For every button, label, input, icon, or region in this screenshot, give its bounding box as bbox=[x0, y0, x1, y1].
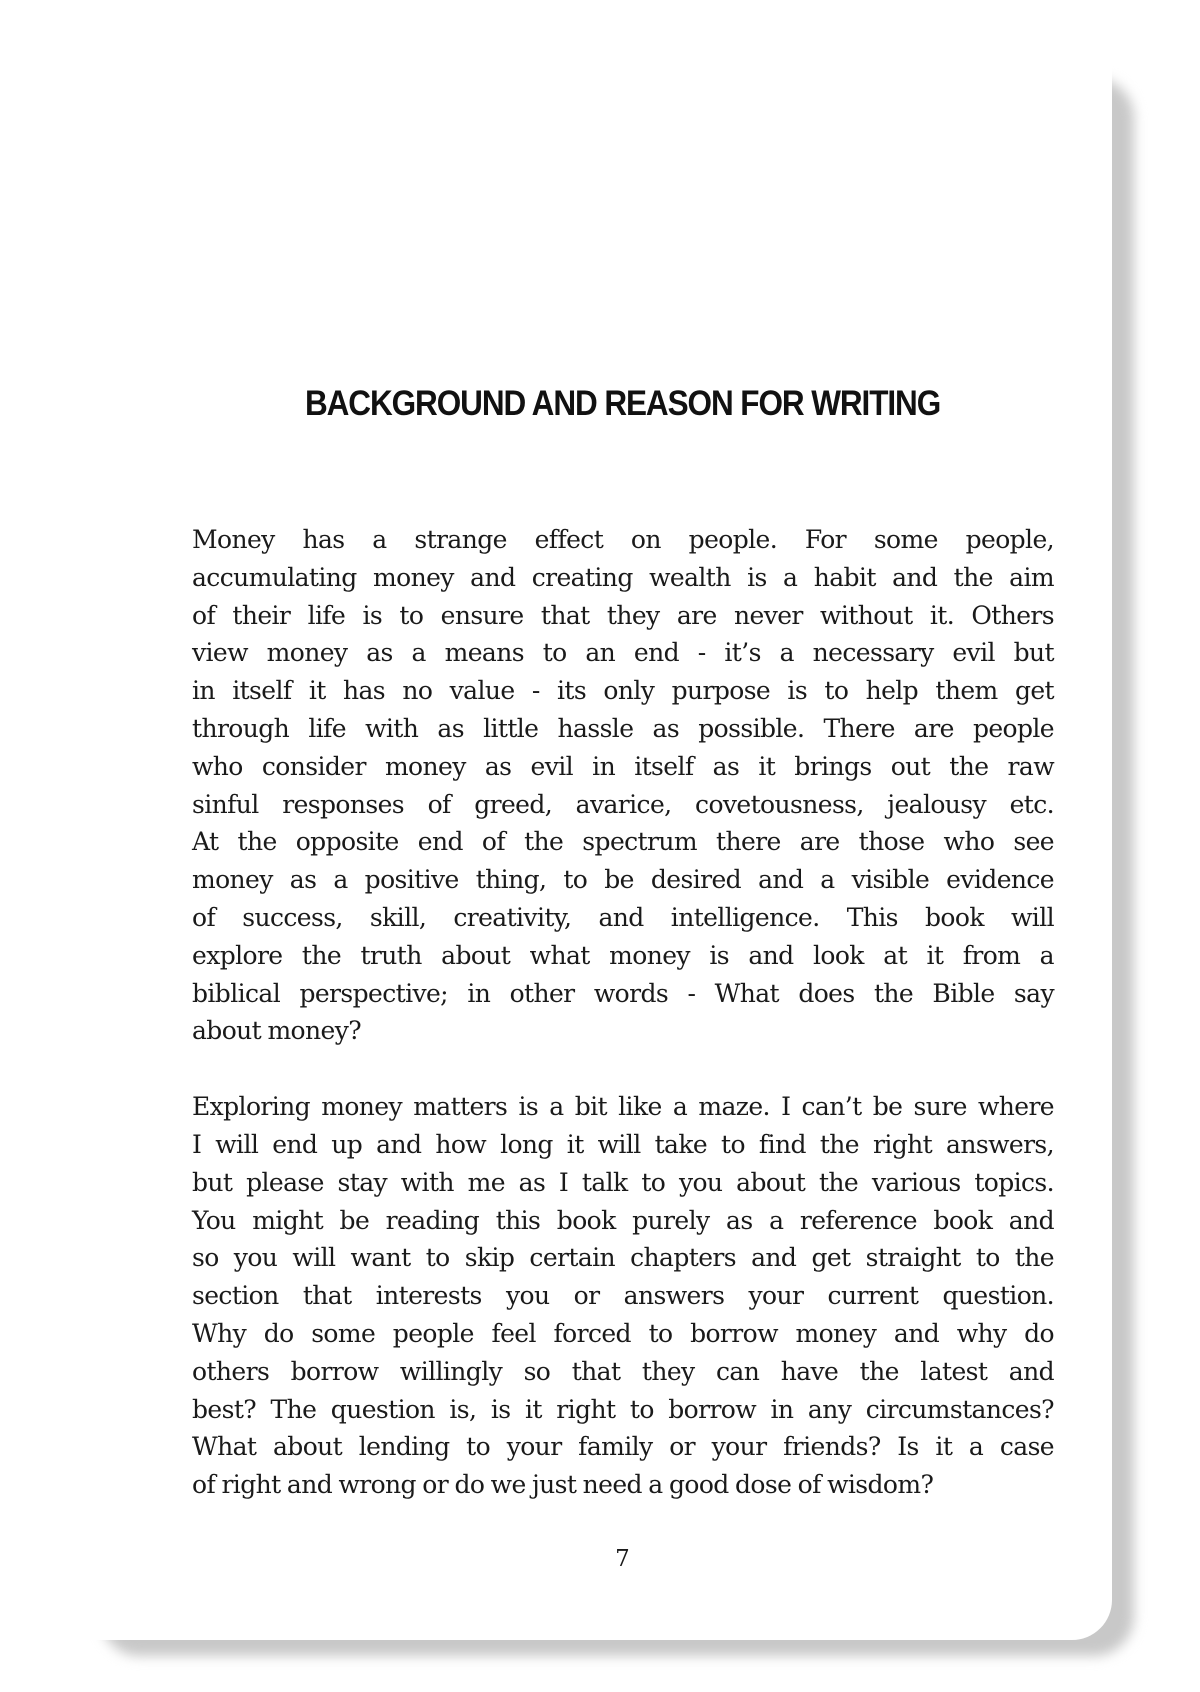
text-line: Why do some people feel forced to borrow money and why do bbox=[192, 1318, 1054, 1348]
chapter-heading: BACKGROUND AND REASON FOR WRITING bbox=[304, 384, 941, 423]
paragraph-gap bbox=[192, 1050, 1054, 1088]
text-line: section that interests you or answers your current question. bbox=[192, 1281, 1054, 1311]
text-line: accumulating money and creating wealth is a habit and the aim bbox=[192, 562, 1054, 592]
text-line: in itself it has no value - its only purpose is to help them get bbox=[192, 676, 1054, 706]
page-number: 7 bbox=[615, 1546, 630, 1572]
text-line: biblical perspective; in other words - What does the Bible say bbox=[192, 978, 1054, 1008]
text-line: others borrow willingly so that they can have the latest and bbox=[192, 1356, 1054, 1386]
text-line: of their life is to ensure that they are never without it. Others bbox=[192, 600, 1054, 630]
text-line: who consider money as evil in itself as it brings out the raw bbox=[192, 751, 1054, 781]
text-line: What about lending to your family or your friends? Is it a case bbox=[192, 1432, 1054, 1462]
text-line: through life with as little hassle as possible. There are people bbox=[192, 713, 1054, 743]
text-line: about money? bbox=[192, 1016, 362, 1046]
text-line: of right and wrong or do we just need a good dose of wisdom? bbox=[192, 1470, 934, 1500]
text-line: view money as a means to an end - it’s a necessary evil but bbox=[192, 638, 1054, 668]
chapter-body bbox=[192, 521, 1054, 1504]
text-line: explore the truth about what money is and look at it from a bbox=[192, 940, 1054, 970]
text-line: best? The question is, is it right to borrow in any circumstances? bbox=[192, 1394, 1054, 1424]
text-line: but please stay with me as I talk to you about the various topics. bbox=[192, 1167, 1054, 1197]
text-line: At the opposite end of the spectrum there are those who see bbox=[192, 827, 1054, 857]
text-line: of success, skill, creativity, and intelligence. This book will bbox=[192, 902, 1054, 932]
text-line: money as a positive thing, to be desired and a visible evidence bbox=[192, 865, 1054, 895]
paragraph-1 bbox=[192, 521, 1054, 1050]
text-line: You might be reading this book purely as a reference book and bbox=[192, 1205, 1054, 1235]
text-line: Exploring money matters is a bit like a maze. I can’t be sure where bbox=[192, 1092, 1054, 1122]
text-line: Money has a strange effect on people. For some people, bbox=[192, 525, 1054, 554]
text-line: I will end up and how long it will take to find the right answers, bbox=[192, 1129, 1054, 1159]
paragraph-2 bbox=[192, 1088, 1054, 1504]
text-line: sinful responses of greed, avarice, covetousness, jealousy etc. bbox=[192, 789, 1054, 819]
text-line: so you will want to skip certain chapters and get straight to the bbox=[192, 1243, 1054, 1273]
